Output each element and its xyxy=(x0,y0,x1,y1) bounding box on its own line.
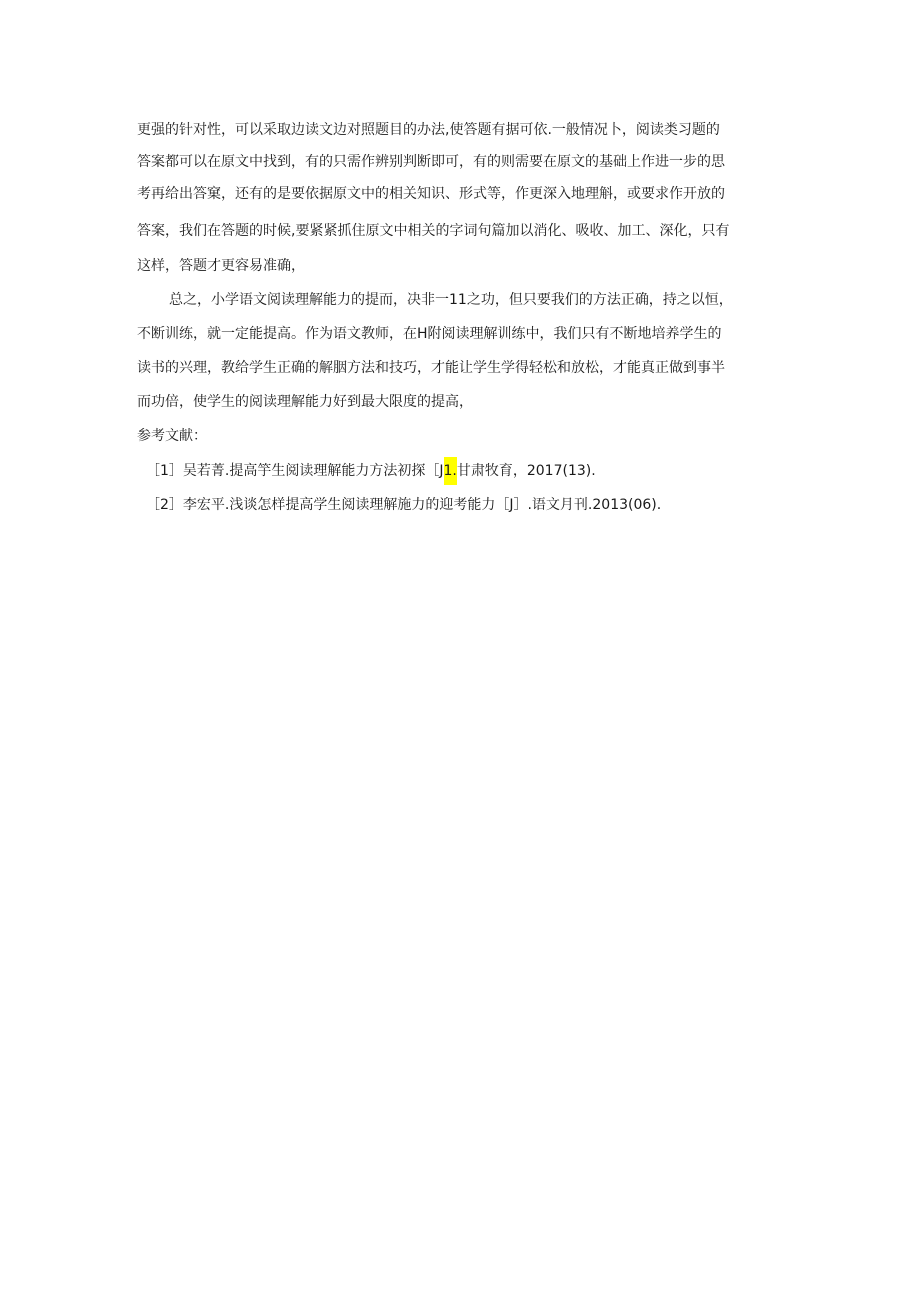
reference-item-2: ［2］李宏平.浅谈怎样提高学生阅读理解施力的迎考能力［J］.语文月刊.2013(06). xyxy=(146,497,662,513)
paragraph-1-line-3: 考再给出答窠，还有的是要依据原文中的相关知识、形式等，作更深入地理斛，或要求作开放的 xyxy=(137,186,725,202)
paragraph-2-line-1: 总之，小学语文阅读理解能力的提而，决非一11之功，但只要我们的方法正确，持之以恒， xyxy=(169,292,733,308)
reference-1-highlight: 1. xyxy=(444,457,457,485)
references-heading: 参考文献： xyxy=(137,428,207,444)
paragraph-2-line-4: 而功倍，使学生的阅读理解能力好到最大限度的提高， xyxy=(137,394,473,410)
reference-1-text-after: 甘肃牧育，2017(13). xyxy=(456,463,596,479)
paragraph-1-line-2: 答案都可以在原文中找到，有的只需作辨别判断即可，有的则需要在原文的基础上作进一步的思 xyxy=(137,154,725,170)
paragraph-2-line-3: 读书的兴理，教给学生正确的解胭方法和技巧，才能让学生学得轻松和放松，才能真正做到事半 xyxy=(137,360,725,376)
paragraph-1-line-4: 答案，我们在答题的时候,要紧紧抓住原文中相关的字词句篇加以消化、吸收、加工、深化，只有 xyxy=(137,223,730,239)
paragraph-1-line-5: 这样，答题才更容易准确， xyxy=(137,258,305,274)
paragraph-2-line-2: 不断训练，就一定能提高。作为语文教师，在H附阅读理解训练中，我们只有不断地培养学生的 xyxy=(137,326,722,342)
reference-1-text-before: ［1］吴若菁.提高竽生阅读理解能力方法初探［J xyxy=(146,463,444,479)
reference-item-1 xyxy=(146,461,596,481)
paragraph-1-line-1: 更强的针对性，可以采取边读文边对照题目的办法,使答题有据可依.一般情况卜，阅读类习题的 xyxy=(137,122,720,138)
